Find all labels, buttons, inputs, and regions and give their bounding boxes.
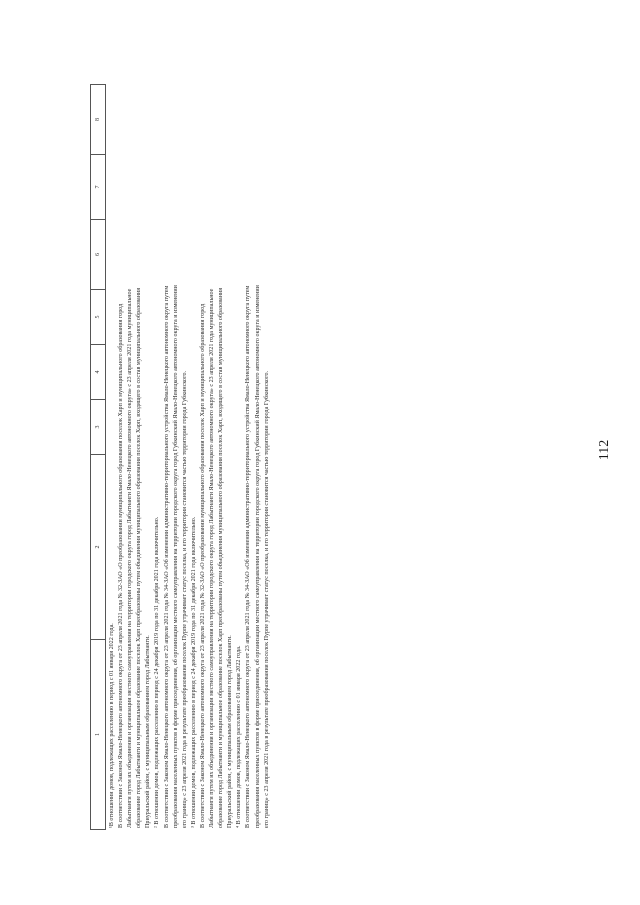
footnote-line: преобразования населенных пунктов в форме присоединения, об организации местного самоуправления на территории городского округа город Губкинский Ямало-Ненецкого автономного округа и изменении (254, 285, 261, 828)
footnote-line: В соответствии с Законом Ямало-Ненецкого автономного округа от 23 апреля 2021 года № 34-ЗАО «Об изменении административно-территориального устройства Ямало-Ненецкого автономного округа путем (163, 285, 170, 828)
column-number-cell: 4 (91, 345, 106, 400)
column-number-cell: 2 (91, 455, 106, 640)
footnote-line: Приуральский район, с муниципальным образованием город Лабытнанги. (227, 635, 234, 828)
rotated-page-content (90, 85, 560, 830)
footnote-line: Лабытнанги путем их объединения и организации местного самоуправления на территории городского округа город Лабытнанги Ямало-Ненецкого автономного округа» с 23 апреля 2021 года муниципальное (127, 288, 134, 828)
footnote-line: В соответствии с Законом Ямало-Ненецкого автономного округа от 23 апреля 2021 года № 32-ЗАО «О преобразовании муниципального образования поселок Харп и муниципального образования город (118, 303, 125, 828)
column-number-cell: 6 (91, 220, 106, 290)
footnote-line: образование город Лабытнанги и муниципальное образование поселок Харп преобразованы путем объединения муниципального образования поселок Харп, входящего в состав муниципального образования (136, 287, 143, 828)
column-number-cell: 8 (91, 85, 106, 155)
column-number-cell: 3 (91, 400, 106, 455)
column-number-table (90, 84, 106, 830)
footnote-line: ⁴ В отношении домов, подлежащих расселению с 01 января 2022 года. (236, 645, 243, 828)
footnote-line: ³ В отношении домов, подлежащих расселению в период с 24 декабря 2019 года по 31 декабря 2021 года включительно. (190, 516, 197, 828)
column-number-cell: 7 (91, 155, 106, 220)
footnote-line: В соответствии с Законом Ямало-Ненецкого автономного округа от 23 апреля 2021 года № 34-ЗАО «Об изменении административно-территориального устройства Ямало-Ненецкого автономного округа путем (245, 285, 252, 828)
footnote-line: В соответствии с Законом Ямало-Ненецкого автономного округа от 23 апреля 2021 года № 32-ЗАО «О преобразовании муниципального образования поселок Харп и муниципального образования город (199, 303, 206, 828)
footnote-line: ² В отношении домов, подлежащих расселению в период с 24 декабря 2019 года по 31 декабря 2021 года включительно. (154, 516, 161, 828)
footnote-line: ¹В отношении домов, подлежащих расселению в период с 01 января 2022 года. (109, 623, 115, 828)
page-number: 112 (597, 439, 613, 461)
column-number-cell: 1 (91, 640, 106, 830)
column-number-row (91, 85, 106, 830)
column-number-cell: 5 (91, 290, 106, 345)
footnote-line: Приуральский район, с муниципальным образованием город Лабытнанги. (145, 635, 152, 828)
footnote-line: Лабытнанги путем их объединения и организации местного самоуправления на территории городского округа город Лабытнанги Ямало-Ненецкого автономного округа» с 23 апреля 2021 года муниципальное (209, 288, 216, 828)
footnote-line: образование город Лабытнанги и муниципальное образование поселок Харп преобразованы путем объединения муниципального образования поселок Харп, входящего в состав муниципального образования (218, 287, 225, 828)
footnote-line: его границ» с 23 апреля 2021 года в результате преобразования поселок Пурпе утрачивает статус поселка, и его территория становится частью территории города Губкинского. (181, 370, 188, 828)
footnotes (108, 88, 272, 828)
footnote-line: его границ» с 23 апреля 2021 года в результате преобразования поселок Пурпе утрачивает статус поселка, и его территория становится частью территории города Губкинского. (263, 370, 270, 828)
footnote-line: преобразования населенных пунктов в форме присоединения, об организации местного самоуправления на территории городского округа город Губкинский Ямало-Ненецкого автономного округа и изменении (172, 285, 179, 828)
